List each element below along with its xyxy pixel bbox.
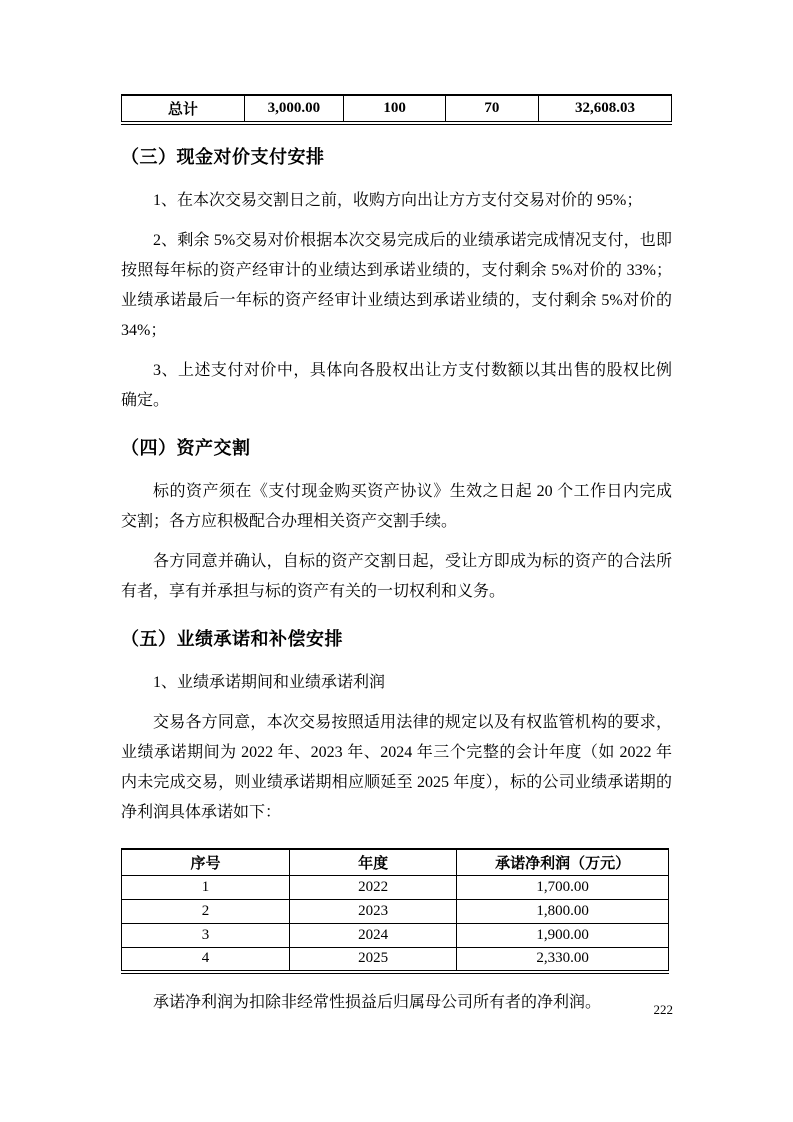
section-heading-performance-commitment: （五）业绩承诺和补偿安排 — [121, 629, 343, 649]
paragraph: 各方同意并确认，自标的资产交割日起，受让方即成为标的资产的合法所有者，享有并承担与标的资产有关的一切权利和义务。 — [121, 553, 672, 600]
page-content — [121, 0, 672, 1028]
total-label-cell: 总计 — [122, 95, 245, 123]
cell-serial: 1 — [122, 876, 290, 900]
paragraph: 3、上述支付对价中，具体向各股权出让方支付数额以其出售的股权比例确定。 — [121, 362, 672, 409]
profit-commitment-table — [121, 848, 669, 974]
cell-serial: 2 — [122, 900, 290, 924]
paragraph: 交易各方同意，本次交易按照适用法律的规定以及有权监管机构的要求，业绩承诺期间为 2022 年、2023 年、2024 年三个完整的会计年度（如 2022 年内未完成交易，则业绩承诺期相应顺延至 2025 年度），标的公司业绩承诺期的净利润具体承诺如下： — [121, 714, 672, 821]
cell-year: 2025 — [289, 948, 456, 972]
summary-table — [121, 94, 672, 125]
total-value-cell: 100 — [344, 95, 446, 123]
cell-profit: 1,900.00 — [457, 924, 669, 948]
total-value-cell: 32,608.03 — [538, 95, 671, 123]
subsection-item: 1、业绩承诺期间和业绩承诺利润 — [153, 674, 386, 691]
header-serial-number: 序号 — [122, 849, 290, 876]
table-header-row — [122, 849, 669, 876]
cell-profit: 1,700.00 — [457, 876, 669, 900]
cell-year: 2023 — [289, 900, 456, 924]
cell-serial: 4 — [122, 948, 290, 972]
paragraph: 2、剩余 5%交易对价根据本次交易完成后的业绩承诺完成情况支付，也即按照每年标的资产经审计的业绩达到承诺业绩的，支付剩余 5%对价的 33%；业绩承诺最后一年标的资产经审计业绩达到承诺业绩的，支付剩余 5%对价的 34%； — [121, 232, 672, 339]
cell-year: 2024 — [289, 924, 456, 948]
section-heading-asset-delivery: （四）资产交割 — [121, 438, 251, 458]
table-row — [122, 876, 669, 900]
section-heading-cash-payment: （三）现金对价支付安排 — [121, 147, 325, 167]
header-promised-net-profit: 承诺净利润（万元） — [457, 849, 669, 876]
cell-profit: 1,800.00 — [457, 900, 669, 924]
closing-note: 承诺净利润为扣除非经常性损益后归属母公司所有者的净利润。 — [153, 993, 602, 1011]
total-value-cell: 3,000.00 — [244, 95, 344, 123]
table-row — [122, 900, 669, 924]
paragraph: 1、在本次交易交割日之前，收购方向出让方方支付交易对价的 95%； — [153, 192, 643, 209]
table-row — [122, 948, 669, 972]
total-value-cell: 70 — [445, 95, 538, 123]
table-row — [122, 924, 669, 948]
header-year: 年度 — [289, 849, 456, 876]
paragraph: 标的资产须在《支付现金购买资产协议》生效之日起 20 个工作日内完成交割；各方应积极配合办理相关资产交割手续。 — [121, 483, 672, 530]
summary-table-total-row — [122, 95, 672, 123]
cell-year: 2022 — [289, 876, 456, 900]
cell-profit: 2,330.00 — [457, 948, 669, 972]
cell-serial: 3 — [122, 924, 290, 948]
page-number: 222 — [653, 1002, 673, 1017]
